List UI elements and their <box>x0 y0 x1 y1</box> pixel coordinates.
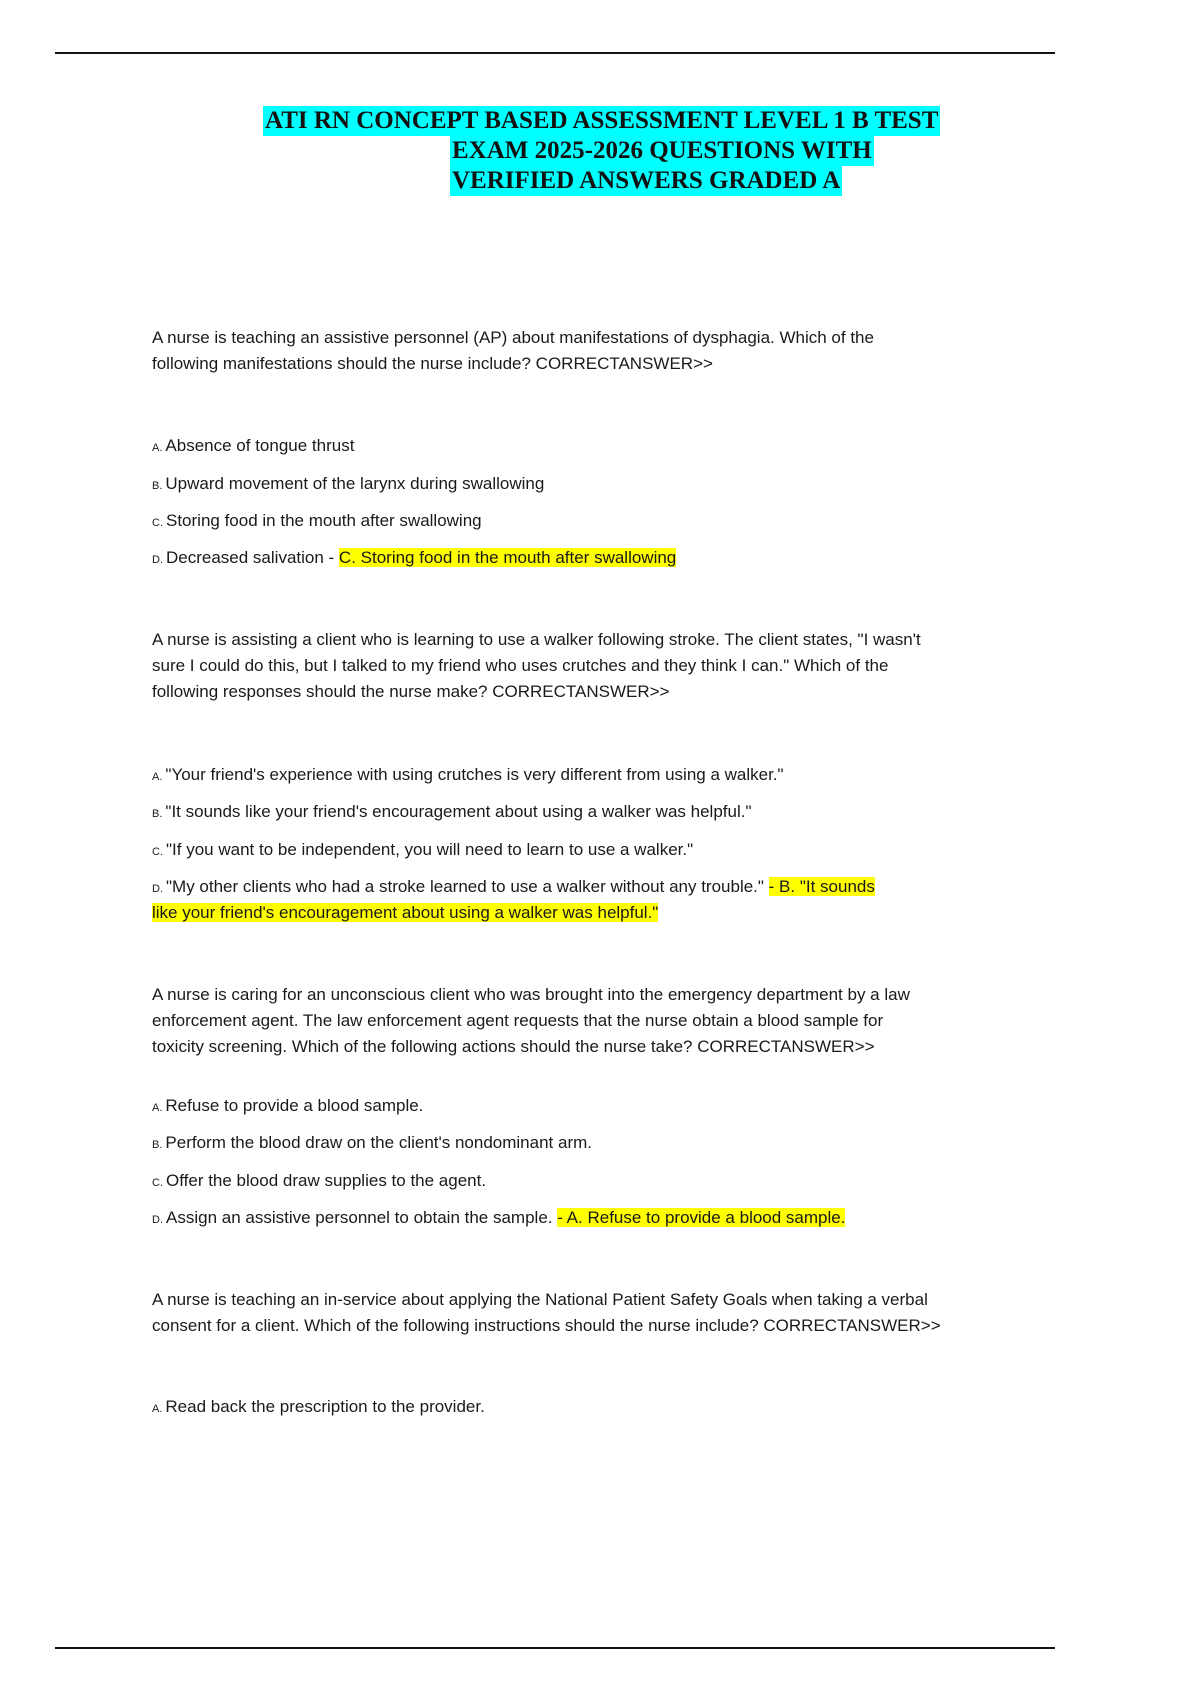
option-a <box>152 762 784 790</box>
option-letter: C. <box>152 1177 163 1189</box>
option-b <box>152 471 544 499</box>
correct-answer: - A. Refuse to provide a blood sample. <box>557 1208 846 1227</box>
option-letter: C. <box>152 846 163 858</box>
top-rule <box>55 52 1055 54</box>
option-text: Assign an assistive personnel to obtain the sample. <box>166 1208 558 1227</box>
option-d <box>152 874 875 902</box>
option-letter: D. <box>152 554 163 566</box>
option-d <box>152 545 676 573</box>
question-text: following responses should the nurse make? CORRECTANSWER>> <box>152 682 670 701</box>
option-letter: B. <box>152 808 163 820</box>
option-letter: C. <box>152 517 163 529</box>
option-a <box>152 1394 485 1422</box>
option-letter: A. <box>152 442 163 454</box>
question-text: A nurse is caring for an unconscious client who was brought into the emergency department by a law <box>152 985 910 1004</box>
option-letter: D. <box>152 1214 163 1226</box>
option-text: Refuse to provide a blood sample. <box>165 1096 424 1115</box>
bottom-rule <box>55 1647 1055 1649</box>
correct-answer: - B. "It sounds <box>768 877 875 896</box>
option-text: Perform the blood draw on the client's nondominant arm. <box>165 1133 592 1152</box>
option-a <box>152 433 354 461</box>
option-c <box>152 508 482 536</box>
option-letter: D. <box>152 883 163 895</box>
option-c <box>152 1168 486 1196</box>
option-d <box>152 1205 845 1233</box>
document-title-line-1: ATI RN CONCEPT BASED ASSESSMENT LEVEL 1 B TEST <box>265 107 939 134</box>
correct-answer-continued <box>152 900 658 926</box>
option-text: "My other clients who had a stroke learned to use a walker without any trouble." <box>166 877 769 896</box>
option-text: Absence of tongue thrust <box>165 436 355 455</box>
option-text: Read back the prescription to the provider. <box>165 1397 485 1416</box>
option-text: "It sounds like your friend's encouragement about using a walker was helpful." <box>165 802 752 821</box>
question-text: A nurse is assisting a client who is learning to use a walker following stroke. The client states, "I wasn't <box>152 630 921 649</box>
option-text: "If you want to be independent, you will need to learn to use a walker." <box>166 840 694 859</box>
option-text: Upward movement of the larynx during swallowing <box>165 474 545 493</box>
option-text: Offer the blood draw supplies to the agent. <box>166 1171 487 1190</box>
question-text: enforcement agent. The law enforcement agent requests that the nurse obtain a blood sample for <box>152 1011 884 1030</box>
option-b <box>152 799 752 827</box>
document-title-line-2: EXAM 2025-2026 QUESTIONS WITH <box>452 137 872 164</box>
option-letter: A. <box>152 771 163 783</box>
question-text: A nurse is teaching an in-service about applying the National Patient Safety Goals when taking a verbal <box>152 1290 928 1309</box>
option-letter: B. <box>152 1139 163 1151</box>
option-c <box>152 837 693 865</box>
question-text: toxicity screening. Which of the following actions should the nurse take? CORRECTANSWER>> <box>152 1037 875 1056</box>
option-text: Decreased salivation - <box>166 548 339 567</box>
question-text: consent for a client. Which of the following instructions should the nurse include? CORRECTANSWER>> <box>152 1316 941 1335</box>
option-b <box>152 1130 592 1158</box>
option-text: Storing food in the mouth after swallowing <box>166 511 482 530</box>
option-text: "Your friend's experience with using crutches is very different from using a walker." <box>165 765 784 784</box>
option-a <box>152 1093 423 1121</box>
correct-answer: like your friend's encouragement about using a walker was helpful." <box>152 903 659 922</box>
correct-answer: C. Storing food in the mouth after swallowing <box>338 548 677 567</box>
option-letter: A. <box>152 1102 163 1114</box>
question-text: A nurse is teaching an assistive personnel (AP) about manifestations of dysphagia. Which of the <box>152 328 874 347</box>
option-letter: A. <box>152 1403 163 1415</box>
document-title-line-3: VERIFIED ANSWERS GRADED A <box>452 167 841 194</box>
question-text: sure I could do this, but I talked to my friend who uses crutches and they think I can." Which of the <box>152 656 889 675</box>
question-text: following manifestations should the nurse include? CORRECTANSWER>> <box>152 354 713 373</box>
option-letter: B. <box>152 480 163 492</box>
